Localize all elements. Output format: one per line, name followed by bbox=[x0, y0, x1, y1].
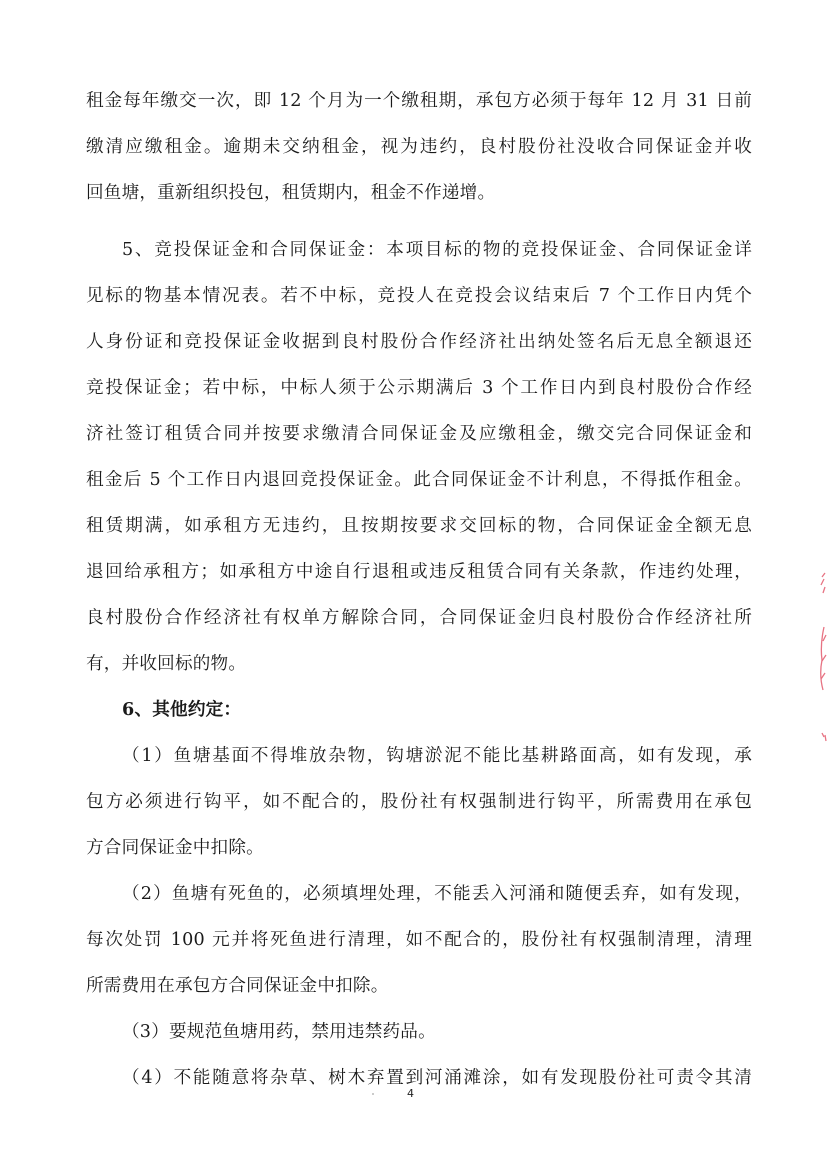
text-line: 退回给承租方；如承租方中途自行退租或违反租赁合同有关条款，作违约处理， bbox=[86, 562, 752, 582]
text-line: 有，并收回标的物。 bbox=[86, 654, 247, 674]
text-line: 包方必须进行钩平，如不配合的，股份社有权强制进行钩平，所需费用在承包 bbox=[86, 792, 752, 812]
text-line: 济社签订租赁合同并按要求缴清合同保证金及应缴租金，缴交完合同保证金和 bbox=[86, 424, 752, 444]
section-6-heading: 6、其他约定： bbox=[122, 699, 242, 720]
text-line: 每次处罚 100 元并将死鱼进行清理，如不配合的，股份社有权强制清理，清理 bbox=[86, 930, 752, 950]
scan-speck bbox=[372, 1093, 374, 1095]
text-line: 租金每年缴交一次，即 12 个月为一个缴租期，承包方必须于每年 12 月 31 日前 bbox=[86, 91, 752, 111]
text-line: 缴清应缴租金。逾期未交纳租金，视为违约，良村股份社没收合同保证金并收 bbox=[86, 137, 752, 157]
text-line: 竞投保证金；若中标，中标人须于公示期满后 3 个工作日内到良村股份合作经 bbox=[86, 378, 752, 398]
section-5-heading-line: 5、竞投保证金和合同保证金：本项目标的物的竞投保证金、合同保证金详 bbox=[122, 240, 752, 260]
text-line: 方合同保证金中扣除。 bbox=[86, 838, 264, 858]
clause-2-line: （2）鱼塘有死鱼的，必须填埋处理，不能丢入河涌和随便丢弃，如有发现， bbox=[122, 884, 752, 904]
text-line: 见标的物基本情况表。若不中标，竞投人在竞投会议结束后 7 个工作日内凭个 bbox=[86, 286, 752, 306]
clause-4-line: （4）不能随意将杂草、树木弃置到河涌滩涂，如有发现股份社可责令其清 bbox=[122, 1068, 752, 1088]
text-line: 租金后 5 个工作日内退回竞投保证金。此合同保证金不计利息，不得抵作租金。 bbox=[86, 470, 752, 490]
text-line: 回鱼塘，重新组织投包，租赁期内，租金不作递增。 bbox=[86, 183, 496, 203]
page-number: 4 bbox=[407, 1087, 414, 1100]
text-line: 良村股份合作经济社有权单方解除合同，合同保证金归良村股份合作经济社所 bbox=[86, 608, 752, 628]
text-line: 人身份证和竞投保证金收据到良村股份合作经济社出纳处签名后无息全额退还 bbox=[86, 332, 752, 352]
clause-1-line: （1）鱼塘基面不得堆放杂物，钩塘淤泥不能比基耕路面高，如有发现，承 bbox=[122, 746, 752, 766]
red-seal-fragment-icon bbox=[812, 565, 827, 745]
text-line: 所需费用在承包方合同保证金中扣除。 bbox=[86, 976, 389, 996]
text-line: 租赁期满，如承租方无违约，且按期按要求交回标的物，合同保证金全额无息 bbox=[86, 516, 752, 536]
clause-3-line: （3）要规范鱼塘用药，禁用违禁药品。 bbox=[122, 1022, 436, 1042]
